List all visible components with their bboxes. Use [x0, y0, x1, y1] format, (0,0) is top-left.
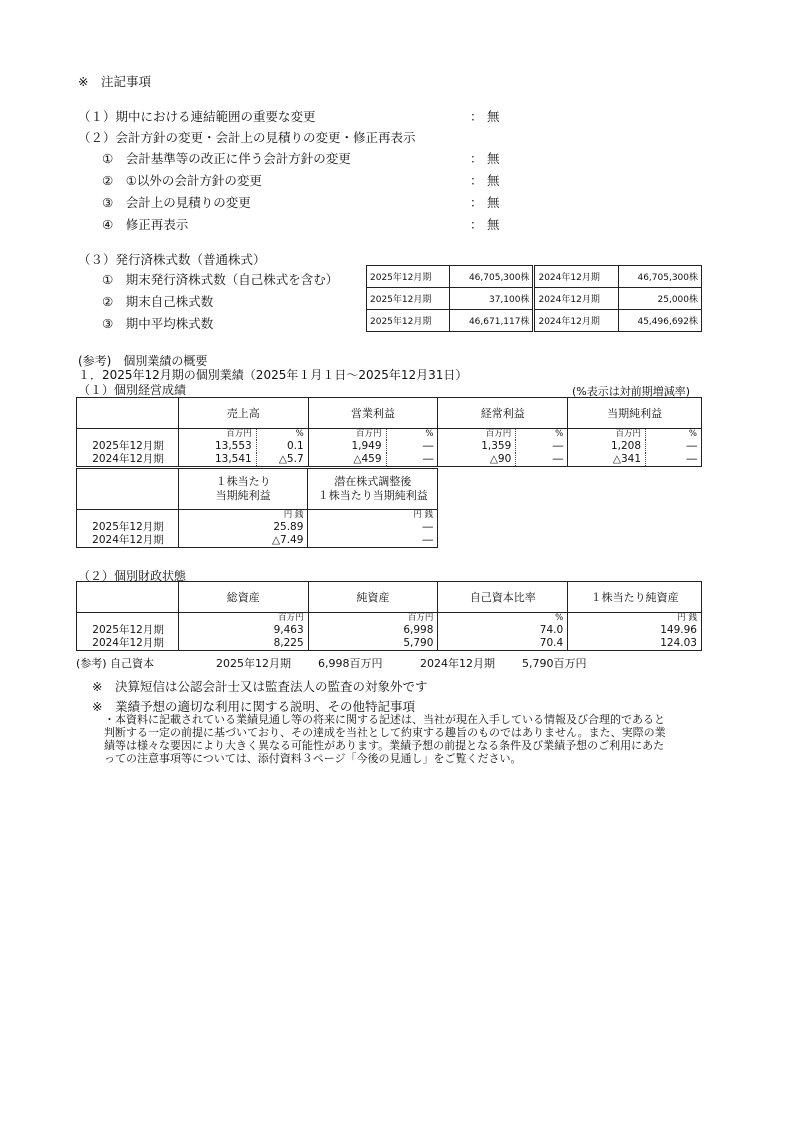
item-2b-label: ② ①以外の会計方針の変更 — [102, 173, 262, 188]
item-1-colon: ： — [470, 109, 483, 124]
header-diluted-eps: 潜在株式調整後 １株当たり当期純利益 — [308, 469, 438, 510]
table-row — [77, 624, 702, 637]
cell: 70.4 — [438, 637, 568, 651]
cell: △5.7 — [256, 453, 308, 467]
item-2d-value: 無 — [487, 217, 500, 232]
unit: % — [438, 613, 568, 625]
unit: 百万円 — [438, 429, 516, 441]
table-row — [367, 266, 702, 288]
table-row — [77, 637, 702, 651]
table-row — [367, 288, 702, 310]
shares-value: 37,100株 — [450, 288, 534, 310]
unit: % — [646, 429, 702, 441]
table-row — [77, 440, 702, 453]
audit-note: ※ 決算短信は公認会計士又は監査法人の監査の対象外です — [92, 679, 428, 694]
unit-row — [77, 429, 702, 441]
cell: ― — [386, 440, 438, 453]
item-2c-value: 無 — [487, 195, 500, 210]
header-sales: 売上高 — [178, 398, 308, 429]
ref-title: (参考) 個別業績の概要 — [78, 354, 208, 368]
equity-value-1: 6,998百万円 — [318, 657, 383, 670]
cell: ― — [646, 453, 702, 467]
header-blank — [77, 582, 179, 613]
header-net-income: 当期純利益 — [568, 398, 702, 429]
shares-period: 2025年12月期 — [367, 266, 450, 288]
forecast-note-line-2: 判断する一定の前提に基づいており、その達成を当社として約束する趣旨のものではありません。また、実際の業 — [104, 726, 666, 739]
header-equity-ratio: 自己資本比率 — [438, 582, 568, 613]
shares-row-2-label: ② 期末自己株式数 — [102, 294, 214, 309]
cell: 5,790 — [308, 637, 438, 651]
cell: 149.96 — [568, 624, 702, 637]
item-3-label: （３）発行済株式数（普通株式） — [78, 252, 266, 267]
table-row — [77, 521, 438, 534]
item-2d-label: ④ 修正再表示 — [102, 217, 189, 232]
item-1-value: 無 — [487, 109, 500, 124]
header-blank — [77, 469, 179, 510]
item-2a-label: ① 会計基準等の改正に伴う会計方針の変更 — [102, 151, 351, 166]
cell: △90 — [438, 453, 516, 467]
cell: 74.0 — [438, 624, 568, 637]
row-period: 2024年12月期 — [77, 637, 179, 651]
unit: % — [256, 429, 308, 441]
unit: 百万円 — [178, 429, 256, 441]
item-1-label: （１）期中における連結範囲の重要な変更 — [78, 109, 316, 124]
item-2b-colon: ： — [470, 173, 483, 188]
cell: 8,225 — [178, 637, 308, 651]
equity-period-2: 2024年12月期 — [420, 657, 495, 670]
cell: △7.49 — [178, 534, 308, 548]
table-row — [77, 453, 702, 467]
cell: 25.89 — [178, 521, 308, 534]
shares-period: 2025年12月期 — [367, 310, 450, 332]
cell: ― — [516, 453, 568, 467]
header-operating-income: 営業利益 — [308, 398, 438, 429]
unit-row — [77, 613, 702, 625]
shares-period: 2024年12月期 — [534, 266, 618, 288]
header-eps: １株当たり 当期純利益 — [178, 469, 308, 510]
unit: 百万円 — [308, 429, 386, 441]
unit: 百万円 — [178, 613, 308, 625]
cell: △341 — [568, 453, 646, 467]
forecast-note-title: ※ 業績予想の適切な利用に関する説明、その他特記事項 — [92, 699, 415, 714]
table-row — [367, 310, 702, 332]
shares-period: 2025年12月期 — [367, 288, 450, 310]
row-period: 2024年12月期 — [77, 453, 179, 467]
unit: % — [386, 429, 438, 441]
cell: 1,949 — [308, 440, 386, 453]
item-2b-value: 無 — [487, 173, 500, 188]
shares-value: 45,496,692株 — [618, 310, 701, 332]
item-2a-colon: ： — [470, 151, 483, 166]
cell: △459 — [308, 453, 386, 467]
item-2c-label: ③ 会計上の見積りの変更 — [102, 195, 251, 210]
cell: 6,998 — [308, 624, 438, 637]
item-2c-colon: ： — [470, 195, 483, 210]
equity-period-1: 2025年12月期 — [216, 657, 291, 670]
header-net-assets: 純資産 — [308, 582, 438, 613]
shares-value: 46,705,300株 — [618, 266, 701, 288]
cell: ― — [308, 534, 438, 548]
unit: 円 銭 — [178, 510, 308, 522]
header-blank — [77, 398, 179, 429]
cell: 13,541 — [178, 453, 256, 467]
cell: ― — [308, 521, 438, 534]
cell: 1,208 — [568, 440, 646, 453]
forecast-note-line-3: 績等は様々な要因により大きく異なる可能性があります。業績予想の前提となる条件及び業績予想のご利用にあた — [104, 739, 665, 752]
forecast-note-line-1: ・本資料に記載されている業績見通し等の将来に関する記述は、当社が現在入手している情報及び合理的であると — [104, 713, 665, 726]
shares-value: 46,671,117株 — [450, 310, 534, 332]
unit: % — [516, 429, 568, 441]
pct-note: (%表示は対前期増減率) — [572, 385, 691, 398]
row-period: 2025年12月期 — [77, 521, 179, 534]
cell: ― — [516, 440, 568, 453]
row-period: 2024年12月期 — [77, 534, 179, 548]
unit: 百万円 — [568, 429, 646, 441]
unit-row — [77, 510, 438, 522]
forecast-note-line-4: っての注意事項等については、添付資料３ページ「今後の見通し」をご覧ください。 — [104, 752, 522, 765]
eps-table — [76, 468, 438, 548]
header-ordinary-income: 経常利益 — [438, 398, 568, 429]
cell: 13,553 — [178, 440, 256, 453]
cell: ― — [386, 453, 438, 467]
shares-table — [366, 265, 702, 332]
item-2-label: （２）会計方針の変更・会計上の見積りの変更・修正再表示 — [78, 130, 416, 145]
equity-value-2: 5,790百万円 — [522, 657, 587, 670]
item-2a-value: 無 — [487, 151, 500, 166]
row-period: 2025年12月期 — [77, 440, 179, 453]
cell: 9,463 — [178, 624, 308, 637]
financial-position-table — [76, 581, 702, 651]
cell: ― — [646, 440, 702, 453]
shares-row-1-label: ① 期末発行済株式数（自己株式を含む） — [102, 272, 339, 287]
equity-label: (参考) 自己資本 — [76, 657, 155, 670]
ref-subtitle: １．2025年12月期の個別業績（2025年１月１日～2025年12月31日） — [78, 368, 468, 382]
unit: 百万円 — [308, 613, 438, 625]
unit: 円 銭 — [308, 510, 438, 522]
item-2d-colon: ： — [470, 217, 483, 232]
cell: 0.1 — [256, 440, 308, 453]
unit: 円 銭 — [568, 613, 702, 625]
shares-period: 2024年12月期 — [534, 288, 618, 310]
cell: 124.03 — [568, 637, 702, 651]
shares-period: 2024年12月期 — [534, 310, 618, 332]
header-total-assets: 総資産 — [178, 582, 308, 613]
performance-table — [76, 397, 702, 467]
table-row — [77, 534, 438, 548]
shares-value: 46,705,300株 — [450, 266, 534, 288]
header-bps: １株当たり純資産 — [568, 582, 702, 613]
section-2-title: （２）個別財政状態 — [78, 569, 187, 583]
cell: 1,359 — [438, 440, 516, 453]
shares-value: 25,000株 — [618, 288, 701, 310]
notes-heading: ※ 注記事項 — [78, 74, 151, 89]
shares-row-3-label: ③ 期中平均株式数 — [102, 316, 214, 331]
row-period: 2025年12月期 — [77, 624, 179, 637]
section-1-title: （１）個別経営成績 — [78, 383, 187, 397]
